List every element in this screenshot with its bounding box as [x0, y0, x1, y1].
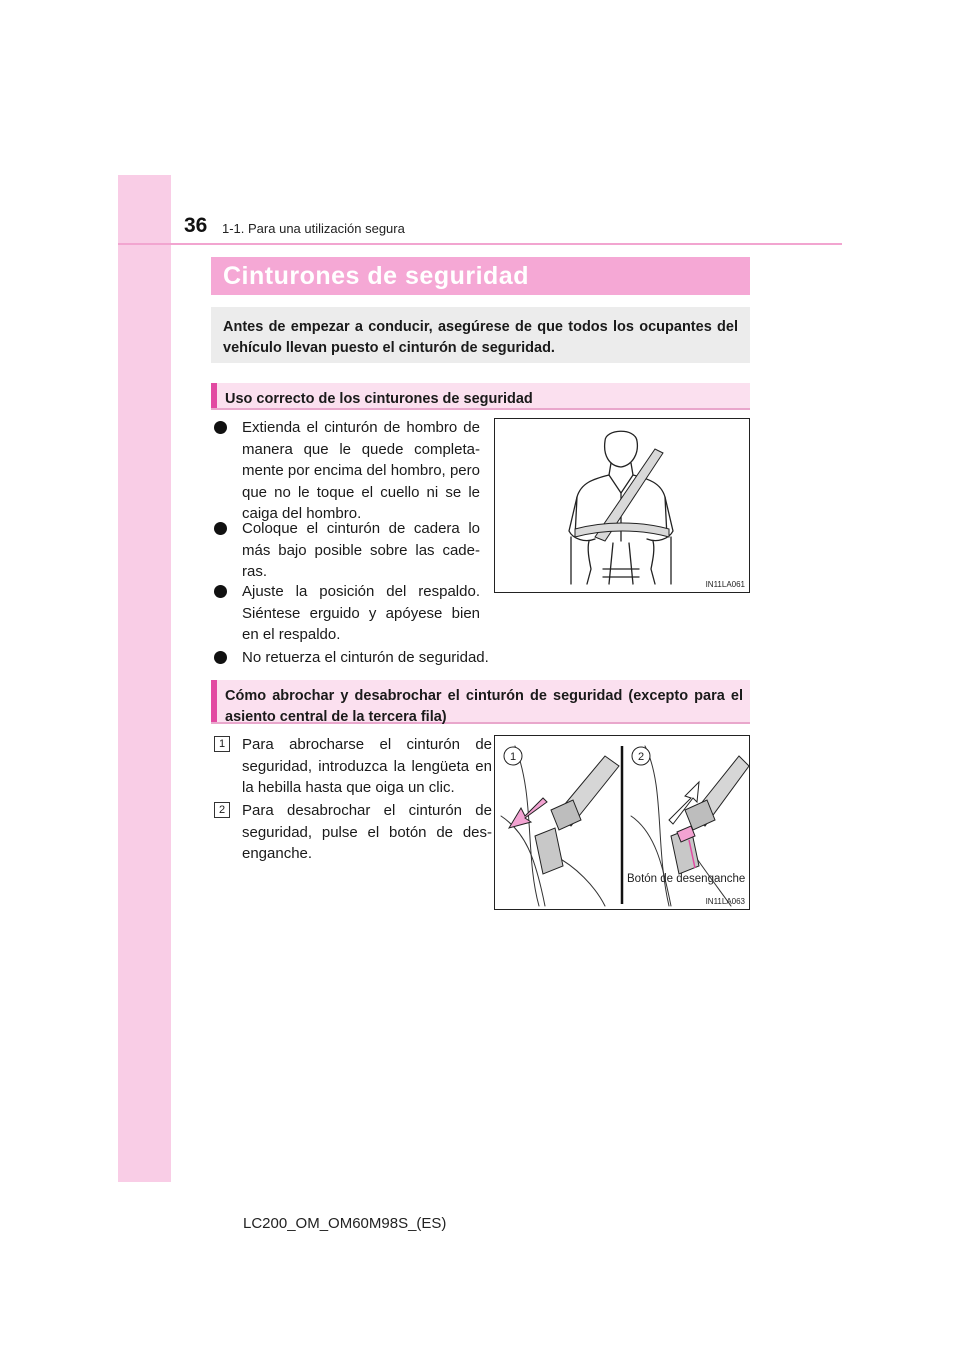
panel-number-2: 2 — [637, 751, 645, 763]
step-text: Para desabrochar el cinturón de seguridad, pulse el botón de des-enganche. — [242, 802, 492, 862]
bullet-dot-icon — [214, 421, 227, 434]
document-code: LC200_OM_OM60M98S_(ES) — [243, 1215, 447, 1232]
bullet-dot-icon — [214, 651, 227, 664]
page-sidebar-tab — [118, 175, 171, 1182]
intro-text: Antes de empezar a conducir, asegúrese de que todos los ocupantes del vehículo llevan puesto el cinturón de seguridad. — [223, 319, 738, 356]
section-heading-correct-use — [211, 383, 750, 410]
seated-occupant-illustration — [495, 419, 749, 592]
page-number: 36 — [184, 214, 208, 237]
section-reference: 1-1. Para una utilización segura — [222, 221, 405, 236]
section-heading-text: Uso correcto de los cinturones de seguridad — [225, 391, 533, 407]
step-number: 1 — [214, 736, 230, 752]
figure-code: IN11LA063 — [705, 897, 745, 906]
bullet-dot-icon — [214, 585, 227, 598]
panel-number-1: 1 — [509, 751, 517, 763]
bullet-dot-icon — [214, 522, 227, 535]
figure-buckle-operation — [494, 735, 750, 910]
bullet-text: Coloque el cinturón de cadera lo más bajo posible sobre las cade-ras. — [242, 520, 480, 580]
heading-accent — [211, 383, 217, 408]
heading-accent — [211, 680, 217, 722]
section-heading-fasten-unfasten — [211, 680, 750, 724]
step-number: 2 — [214, 802, 230, 818]
section-heading-text: Cómo abrochar y desabrochar el cinturón de seguridad (excepto para el asiento central de la tercera fila) — [225, 688, 743, 725]
figure-correct-belt-position — [494, 418, 750, 593]
bullet-text: No retuerza el cinturón de seguridad. — [242, 649, 489, 666]
header-divider — [118, 243, 842, 245]
bullet-text: Ajuste la posición del respaldo. Siéntese erguido y apóyese bien en el respaldo. — [242, 583, 480, 643]
bullet-text: Extienda el cinturón de hombro de manera que le quede completa-mente por encima del hombro, pero que no le toque el cuello ni se le caiga del hombro. — [242, 419, 480, 522]
page-title-bar — [211, 257, 750, 295]
figure-code: IN11LA061 — [705, 580, 745, 589]
intro-box — [211, 307, 750, 363]
page-title: Cinturones de seguridad — [223, 262, 529, 290]
release-button-label: Botón de desenganche — [627, 873, 746, 885]
step-text: Para abrocharse el cinturón de seguridad, introduzca la lengüeta en la hebilla hasta que oiga un clic. — [242, 736, 492, 796]
